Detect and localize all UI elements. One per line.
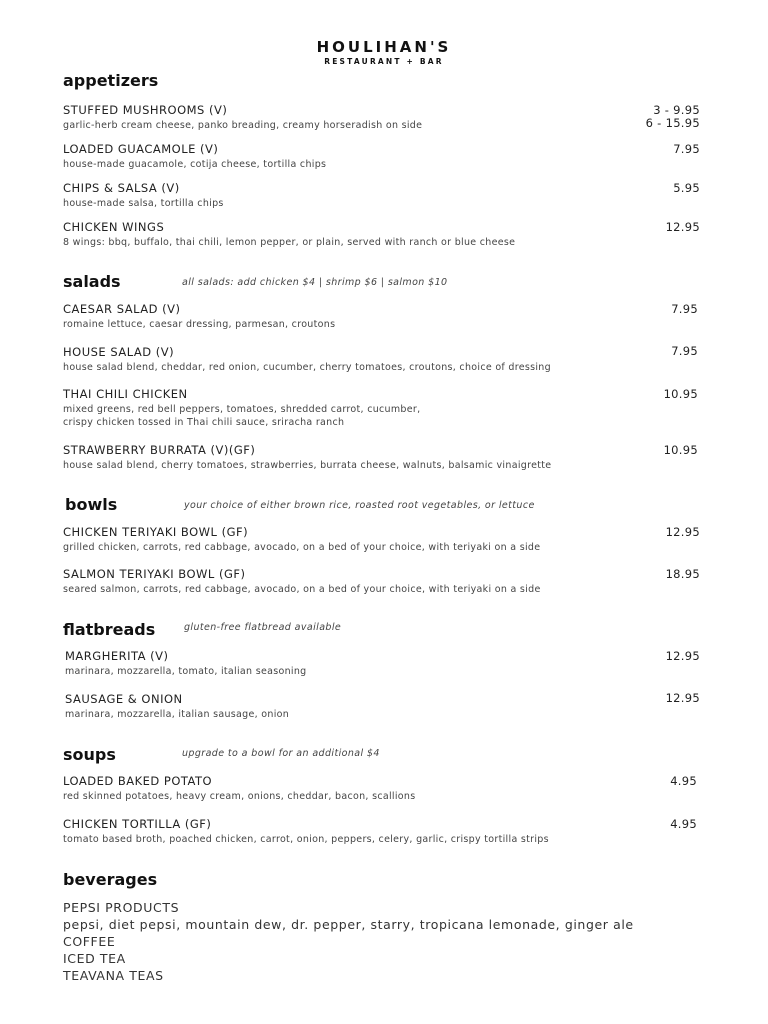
menu-item-price: 18.95 [665, 567, 700, 581]
beverage-line: TEAVANA TEAS [63, 968, 164, 983]
menu-item-price: 7.95 [671, 344, 698, 358]
section-note-bowls: your choice of either brown rice, roasted root vegetables, or lettuce [184, 500, 535, 511]
menu-item-description: house salad blend, cherry tomatoes, strawberries, burrata cheese, walnuts, balsamic vinaigrette [63, 460, 552, 471]
menu-item-name: THAI CHILI CHICKEN [63, 387, 188, 401]
menu-item-description: 8 wings: bbq, buffalo, thai chili, lemon pepper, or plain, served with ranch or blue cheese [63, 237, 516, 248]
menu-item-description: marinara, mozzarella, italian sausage, onion [65, 709, 290, 720]
section-note-salads: all salads: add chicken $4 | shrimp $6 | salmon $10 [182, 277, 448, 288]
menu-item-price: 6 - 15.95 [645, 116, 700, 130]
section-note-soups: upgrade to a bowl for an additional $4 [182, 748, 380, 759]
section-title-flatbreads: flatbreads [63, 620, 156, 639]
restaurant-logo [0, 38, 768, 67]
restaurant-subtitle: RESTAURANT + BAR [324, 57, 444, 66]
menu-item-name: CHICKEN TORTILLA (GF) [63, 817, 212, 831]
menu-item-description: grilled chicken, carrots, red cabbage, avocado, on a bed of your choice, with teriyaki on a side [63, 542, 541, 553]
menu-item-name: LOADED BAKED POTATO [63, 774, 213, 788]
menu-item-description: house-made salsa, tortilla chips [63, 198, 224, 209]
menu-item-name: HOUSE SALAD (V) [63, 345, 175, 359]
section-note-flatbreads: gluten-free flatbread available [184, 622, 342, 633]
menu-item-price: 12.95 [665, 691, 700, 705]
menu-item-name: CHIPS & SALSA (V) [63, 181, 180, 195]
beverage-line: PEPSI PRODUCTS [63, 900, 180, 915]
section-title-bowls: bowls [65, 495, 118, 514]
menu-item-description: tomato based broth, poached chicken, carrot, onion, peppers, celery, garlic, crispy tortilla strips [63, 834, 549, 845]
menu-item-name: SAUSAGE & ONION [65, 692, 183, 706]
beverage-line: COFFEE [63, 934, 116, 949]
section-title-soups: soups [63, 745, 116, 764]
menu-item-price: 3 - 9.95 [653, 103, 700, 117]
menu-item-description: seared salmon, carrots, red cabbage, avocado, on a bed of your choice, with teriyaki on a side [63, 584, 541, 595]
menu-item-price: 12.95 [665, 525, 700, 539]
menu-item-description: house-made guacamole, cotija cheese, tortilla chips [63, 159, 327, 170]
menu-item-price: 7.95 [671, 302, 698, 316]
section-title-beverages: beverages [63, 870, 158, 889]
menu-item-name: CHICKEN TERIYAKI BOWL (GF) [63, 525, 249, 539]
menu-item-name: CHICKEN WINGS [63, 220, 165, 234]
beverage-line: pepsi, diet pepsi, mountain dew, dr. pepper, starry, tropicana lemonade, ginger ale [63, 917, 634, 932]
menu-item-price: 10.95 [663, 443, 698, 457]
menu-item-description: red skinned potatoes, heavy cream, onions, cheddar, bacon, scallions [63, 791, 416, 802]
menu-item-price: 12.95 [665, 649, 700, 663]
menu-item-name: SALMON TERIYAKI BOWL (GF) [63, 567, 246, 581]
menu-item-price: 7.95 [673, 142, 700, 156]
menu-item-description: house salad blend, cheddar, red onion, cucumber, cherry tomatoes, croutons, choice of dressing [63, 362, 551, 373]
menu-item-description: romaine lettuce, caesar dressing, parmesan, croutons [63, 319, 336, 330]
menu-item-price: 4.95 [670, 774, 697, 788]
menu-item-description: garlic-herb cream cheese, panko breading, creamy horseradish on side [63, 120, 423, 131]
section-title-salads: salads [63, 272, 121, 291]
menu-item-name: MARGHERITA (V) [65, 649, 169, 663]
menu-item-name: STUFFED MUSHROOMS (V) [63, 103, 228, 117]
menu-item-price: 10.95 [663, 387, 698, 401]
section-title-appetizers: appetizers [63, 71, 159, 90]
menu-item-price: 12.95 [665, 220, 700, 234]
menu-item-name: LOADED GUACAMOLE (V) [63, 142, 219, 156]
menu-item-name: CAESAR SALAD (V) [63, 302, 181, 316]
menu-item-description: crispy chicken tossed in Thai chili sauce, sriracha ranch [63, 417, 345, 428]
menu-item-price: 4.95 [670, 817, 697, 831]
menu-item-name: STRAWBERRY BURRATA (V)(GF) [63, 443, 256, 457]
menu-item-description: mixed greens, red bell peppers, tomatoes, shredded carrot, cucumber, [63, 404, 421, 415]
menu-item-description: marinara, mozzarella, tomato, italian seasoning [65, 666, 307, 677]
beverage-line: ICED TEA [63, 951, 126, 966]
restaurant-name: HOULIHAN'S [316, 38, 452, 56]
menu-item-price: 5.95 [673, 181, 700, 195]
